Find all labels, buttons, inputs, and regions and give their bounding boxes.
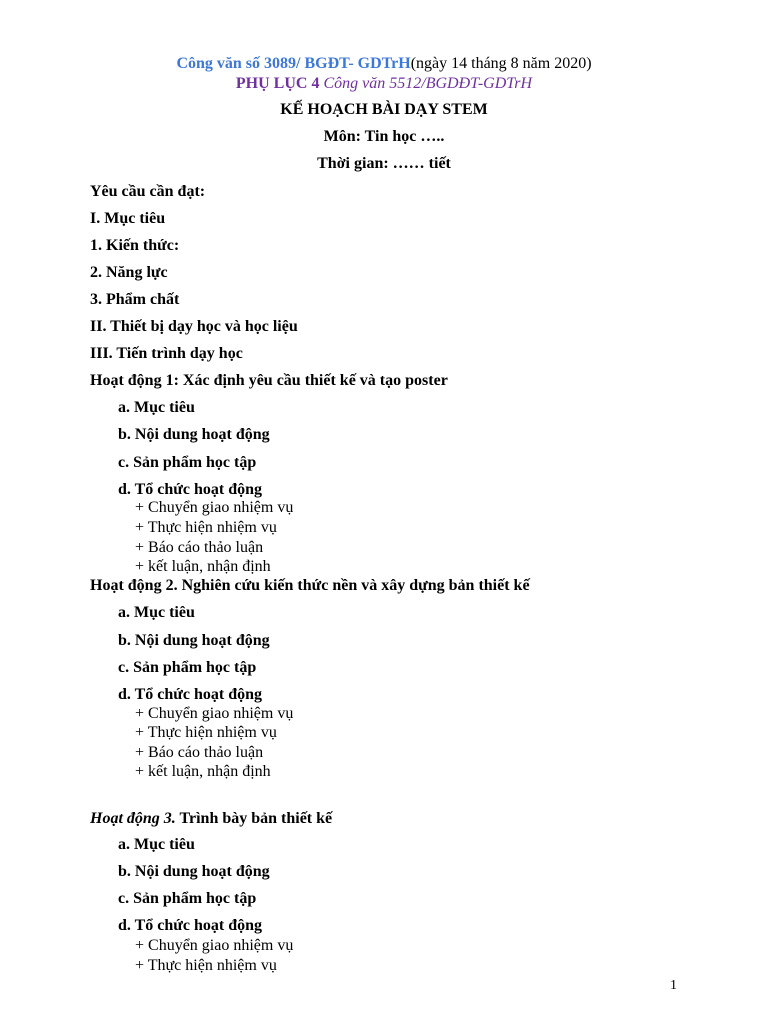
activity-2-step-report: + Báo cáo thảo luận bbox=[135, 744, 264, 761]
section-process: III. Tiến trình dạy học bbox=[90, 345, 243, 362]
activity-3-title: Trình bày bản thiết kế bbox=[175, 810, 333, 827]
activity-2-heading bbox=[90, 577, 530, 595]
requirements-heading: Yêu cầu cần đạt: bbox=[90, 183, 206, 200]
objective-knowledge: 1. Kiến thức: bbox=[90, 237, 180, 254]
activity-2-organization: d. Tổ chức hoạt động bbox=[118, 686, 263, 703]
activity-3-content: b. Nội dung hoạt động bbox=[118, 863, 270, 880]
activity-1-organization: d. Tổ chức hoạt động bbox=[118, 481, 263, 498]
objective-qualities: 3. Phẩm chất bbox=[90, 291, 180, 308]
activity-1-step-perform: + Thực hiện nhiệm vụ bbox=[135, 519, 277, 536]
activity-3-product: c. Sản phẩm học tập bbox=[118, 890, 257, 907]
activity-3-prefix: Hoạt động 3. bbox=[90, 810, 176, 827]
activity-3-step-perform: + Thực hiện nhiệm vụ bbox=[135, 957, 277, 974]
section-objectives: I. Mục tiêu bbox=[90, 210, 166, 227]
activity-2-content: b. Nội dung hoạt động bbox=[118, 632, 270, 649]
header-line-2 bbox=[0, 75, 768, 93]
activity-3-step-assign: + Chuyển giao nhiệm vụ bbox=[135, 937, 294, 954]
activity-2-step-conclude: + kết luận, nhận định bbox=[135, 763, 271, 780]
activity-3-objective: a. Mục tiêu bbox=[118, 836, 195, 853]
header-line-1 bbox=[0, 55, 768, 73]
activity-1-product: c. Sản phẩm học tập bbox=[118, 454, 257, 471]
appendix-label: PHỤ LỤC 4 bbox=[235, 75, 320, 92]
activity-1-step-report: + Báo cáo thảo luận bbox=[135, 539, 264, 556]
activity-1-step-assign: + Chuyển giao nhiệm vụ bbox=[135, 499, 294, 516]
official-letter-date: (ngày 14 tháng 8 năm 2020) bbox=[410, 55, 592, 72]
document-title: KẾ HOẠCH BÀI DẠY STEM bbox=[280, 101, 488, 118]
activity-1-prefix: Hoạt động 1: bbox=[90, 372, 179, 389]
page-number: 1 bbox=[670, 978, 677, 993]
official-letter-ref: Công văn số 3089/ BGĐT- GDTrH bbox=[176, 55, 411, 72]
activity-2-product: c. Sản phẩm học tập bbox=[118, 659, 257, 676]
subject-line: Môn: Tin học ….. bbox=[323, 128, 445, 145]
activity-1-content: b. Nội dung hoạt động bbox=[118, 426, 270, 443]
appendix-ref: Công văn 5512/BGDĐT-GDTrH bbox=[319, 75, 533, 92]
activity-1-objective: a. Mục tiêu bbox=[118, 399, 195, 416]
activity-2-prefix: Hoạt động 2. bbox=[90, 577, 178, 594]
duration-line: Thời gian: …… tiết bbox=[317, 155, 451, 172]
section-equipment: II. Thiết bị dạy học và học liệu bbox=[90, 318, 298, 335]
activity-2-step-assign: + Chuyển giao nhiệm vụ bbox=[135, 705, 294, 722]
activity-3-heading bbox=[90, 810, 332, 828]
activity-2-objective: a. Mục tiêu bbox=[118, 604, 195, 621]
activity-1-heading bbox=[90, 372, 448, 390]
activity-3-organization: d. Tổ chức hoạt động bbox=[118, 917, 263, 934]
activity-2-step-perform: + Thực hiện nhiệm vụ bbox=[135, 724, 277, 741]
activity-2-title: Nghiên cứu kiến thức nền và xây dựng bản thiết kế bbox=[177, 577, 530, 594]
activity-1-step-conclude: + kết luận, nhận định bbox=[135, 558, 271, 575]
activity-1-title: Xác định yêu cầu thiết kế và tạo poster bbox=[178, 372, 448, 389]
objective-competence: 2. Năng lực bbox=[90, 264, 168, 281]
